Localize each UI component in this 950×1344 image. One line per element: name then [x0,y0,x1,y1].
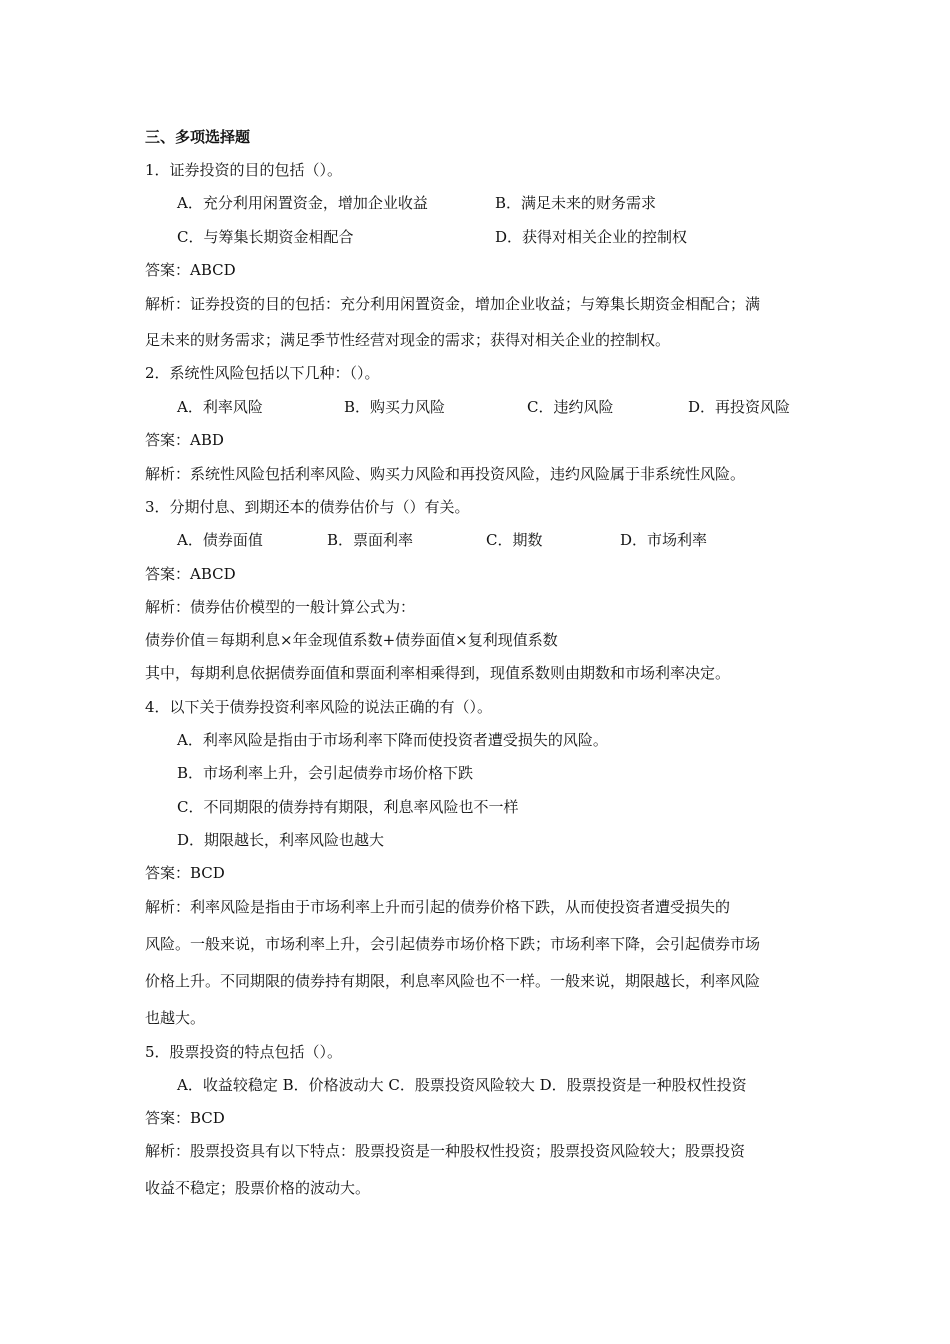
question-3-option-b: B．票面利率 [327,531,414,549]
question-3-analysis-line-1: 解析：债券估价模型的一般计算公式为： [145,598,416,616]
question-3-stem: 3．分期付息、到期还本的债券估价与（）有关。 [145,498,470,516]
question-1-option-b: B．满足未来的财务需求 [495,194,657,212]
question-4-option-c: C．不同期限的债券持有期限，利息率风险也不一样 [177,798,519,816]
question-3-option-a: A．债券面值 [177,531,263,549]
question-1-analysis-line-1: 解析：证券投资的目的包括：充分利用闲置资金，增加企业收益；与筹集长期资金相配合；满 [145,295,761,313]
question-3-formula: 债券价值＝每期利息×年金现值系数+债券面值×复利现值系数 [145,631,558,649]
question-3-option-d: D．市场利率 [620,531,708,549]
question-2-option-c: C．违约风险 [527,398,614,416]
section-title: 三、多项选择题 [145,128,251,146]
question-4-stem: 4．以下关于债券投资利率风险的说法正确的有（）。 [145,698,493,716]
question-1-option-a: A．充分利用闲置资金，增加企业收益 [177,194,428,212]
question-2-option-b: B．购买力风险 [344,398,446,416]
question-4-analysis-line-1: 解析：利率风险是指由于市场利率上升而引起的债券价格下跌，从而使投资者遭受损失的 [145,898,731,916]
question-2-analysis: 解析：系统性风险包括利率风险、购买力风险和再投资风险，违约风险属于非系统性风险。 [145,465,746,483]
question-4-analysis-line-4: 也越大。 [145,1009,206,1027]
question-5-answer: 答案：BCD [145,1109,225,1127]
question-4-option-b: B．市场利率上升，会引起债券市场价格下跌 [177,764,474,782]
question-1-analysis-line-2: 足未来的财务需求；满足季节性经营对现金的需求；获得对相关企业的控制权。 [145,331,671,349]
question-2-stem: 2．系统性风险包括以下几种：（）。 [145,364,380,382]
question-4-analysis-line-2: 风险。一般来说，市场利率上升，会引起债券市场价格下跌；市场利率下降，会引起债券市场 [145,935,761,953]
question-5-options: A．收益较稳定 B．价格波动大 C．股票投资风险较大 D．股票投资是一种股权性投资 [177,1076,747,1094]
question-4-option-d: D．期限越长，利率风险也越大 [177,831,385,849]
question-4-answer: 答案：BCD [145,864,225,882]
question-3-option-c: C．期数 [486,531,543,549]
question-1-option-c: C．与筹集长期资金相配合 [177,228,354,246]
question-5-analysis-line-1: 解析：股票投资具有以下特点：股票投资是一种股权性投资；股票投资风险较大；股票投资 [145,1142,746,1160]
question-4-option-a: A．利率风险是指由于市场利率下降而使投资者遭受损失的风险。 [177,731,608,749]
question-4-analysis-line-3: 价格上升。不同期限的债券持有期限，利息率风险也不一样。一般来说，期限越长，利率风险 [145,972,761,990]
question-2-option-a: A．利率风险 [177,398,263,416]
question-3-answer: 答案：ABCD [145,565,236,583]
question-1-stem: 1．证券投资的目的包括（）。 [145,161,343,179]
question-1-answer: 答案：ABCD [145,261,236,279]
question-5-stem: 5．股票投资的特点包括（）。 [145,1043,343,1061]
question-2-option-d: D．再投资风险 [688,398,791,416]
question-5-analysis-line-2: 收益不稳定；股票价格的波动大。 [145,1179,371,1197]
question-3-analysis-line-3: 其中，每期利息依据债券面值和票面利率相乘得到，现值系数则由期数和市场利率决定。 [145,664,731,682]
question-1-option-d: D．获得对相关企业的控制权 [495,228,688,246]
question-2-answer: 答案：ABD [145,431,224,449]
